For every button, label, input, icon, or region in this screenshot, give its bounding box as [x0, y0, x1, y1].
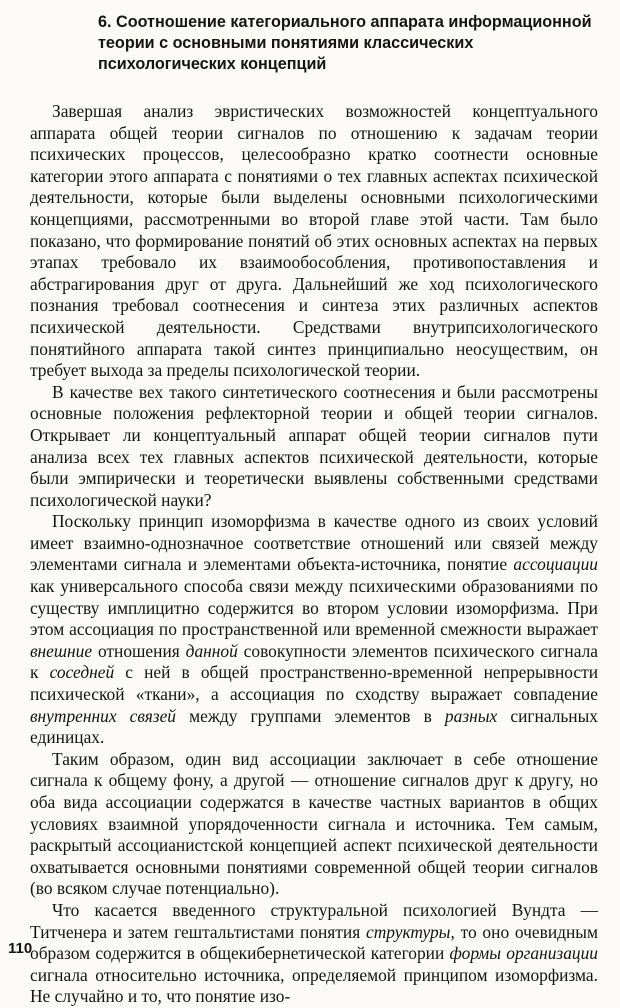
paragraph [30, 101, 598, 382]
paragraph [30, 382, 598, 512]
text-run: Завершая анализ эвристических возможностей концептуального аппарата общей теории сигналов по отношению к задачам теории психических процессов, целесообразно кратко соотнести основные категории этого аппарата с понятиями о тех главных аспектах психической деятельности, которые были выделены основными психологическими концепциями, рассмотренными во второй главе этой части. Там было показано, что формирование понятий об этих основных аспектах на первых этапах требовало их взаимообособления, противопоставления и абстрагирования друг от друга. Дальнейший же ход психологического познания требовал соотнесения и синтеза этих различных аспектов психической деятельности. Средствами внутрипсихологического понятийного аппарата такой синтез принципиально неосуществим, он требует выхода за пределы психологической теории. [30, 101, 598, 381]
paragraph [30, 511, 598, 749]
body-text [30, 101, 598, 1008]
text-run: сигнала относительно источника, определяемой принципом изоморфизма. Не случайно и то, что понятие изо- [30, 964, 598, 1007]
text-run: совокупности элементов психического сигнала к [30, 640, 598, 683]
text-run: между группами элементов в [176, 705, 445, 726]
italic-term: соседней [49, 662, 115, 683]
text-run: с ней в общей пространственно-временной непрерывности психической «ткани», а ассоциация по сходству выражает совпадение [30, 662, 598, 705]
text-run: то оно очевидным образом содержится в общекибернетической категории [30, 921, 598, 964]
italic-term: формы организации [449, 943, 599, 964]
italic-term: ассоциации [513, 554, 598, 575]
page-number: 110 [8, 940, 33, 957]
text-run: В качестве вех такого синтетического соотнесения и были рассмотрены основные положения рефлекторной теории и общей теории сигналов. Открывает ли концептуальный аппарат общей теории сигналов пути анализа всех тех главных аспектов психической деятельности, которые были эмпирически и теоретически выявлены собственными средствами психологической науки? [30, 381, 598, 510]
italic-term: данной [185, 640, 238, 661]
text-run: отношения [92, 640, 186, 661]
text-run: Поскольку принцип изоморфизма в качестве одного из своих условий имеет взаимно-однозначное соответствие отношений или связей между элементами сигнала и элементами объекта-источника, понятие [30, 511, 598, 575]
italic-term: внутренних связей [30, 705, 176, 726]
text-run: Что касается введенного структуральной психологией Вундта — Титченера и затем гештальтистами понятия [30, 899, 598, 942]
text-run: как универсального способа связи между психическими образованиями по существу имплицитно содержится во втором условии изоморфизма. При этом ассоциация по пространственной или временной смежности выражает [30, 576, 598, 640]
paragraph [30, 900, 598, 1008]
section-heading: 6. Соотношение категориального аппарата информационной теории с основными понятиями классических психологических концепций [98, 13, 592, 73]
italic-term: разных [444, 705, 498, 726]
italic-term: внешние [30, 640, 93, 661]
italic-term: структуры, [366, 921, 455, 942]
paragraph [30, 749, 598, 900]
text-run: сигнальных единицах. [30, 705, 598, 748]
text-run: Таким образом, один вид ассоциации заключает в себе отношение сигнала к общему фону, а другой — отношение сигналов друг к другу, но оба вида ассоциации содержатся в качестве частных вариантов в общих условиях взаимной упорядоченности сигнала и источника. Тем самым, раскрытый ассоцианистской концепцией аспект психической деятельности охватывается основными понятиями современной общей теории сигналов (во всяком случае потенциально). [30, 748, 598, 899]
